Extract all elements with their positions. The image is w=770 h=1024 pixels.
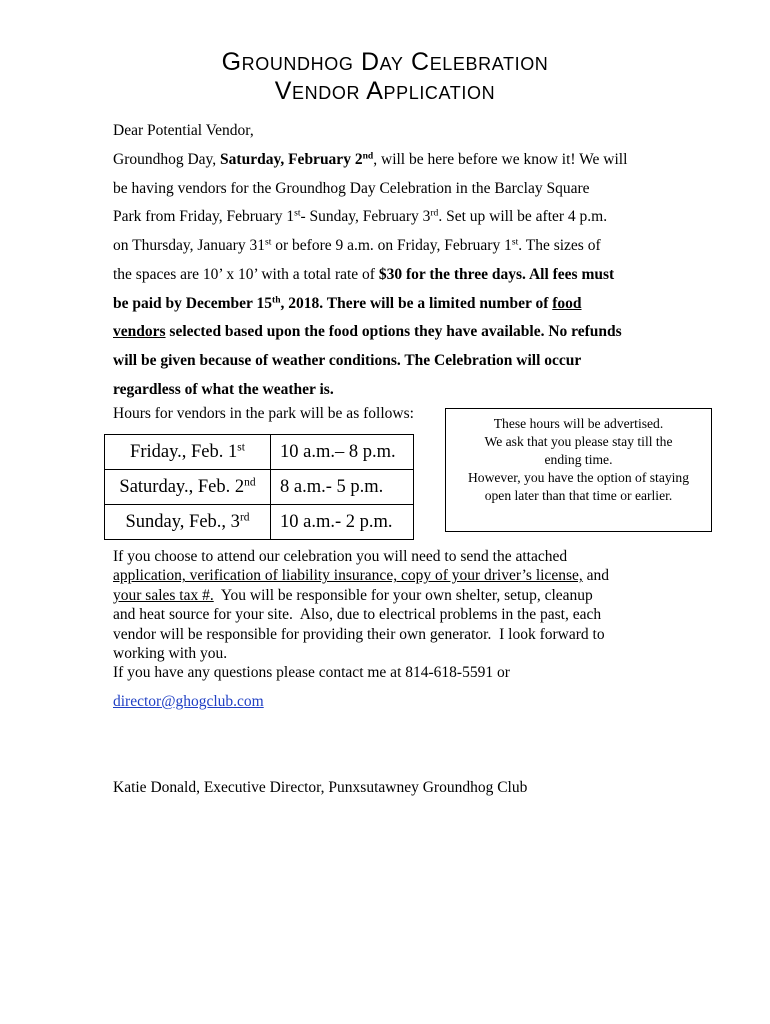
intro-line [113,146,627,175]
text-run: You will be responsible for your own shelter, setup, cleanup [213,586,593,604]
intro-line [113,290,627,319]
superscript-run: nd [244,476,256,489]
bold-text-run: will be given because of weather conditions. The Celebration will occur [113,351,582,369]
hours-row [105,505,414,540]
details-line [113,644,609,663]
superscript-run: st [264,236,272,248]
note-line: open later than that time or earlier. [484,488,673,503]
superscript-run: st [511,236,519,248]
text-run: the spaces are 10’ x 10’ with a total rate of [113,265,379,283]
underlined-text-run: application, verification of liability insurance, copy of your driver’s license, [113,567,583,585]
bold-text-run: Saturday, February 2 [220,151,363,168]
intro-line [113,318,627,347]
bold-text-run: $30 for the three days. All fees must [378,265,615,283]
email-link[interactable]: director@ghogclub.com [113,693,264,710]
intro-paragraph [113,146,627,404]
title-line-1: Groundhog Day Celebration [221,48,549,76]
superscript-run: st [294,208,301,220]
text-run: . Set up will be after 4 p.m. [438,208,608,226]
details-line [113,625,609,644]
underlined-text-run: food [552,294,582,312]
text-run: Sunday, Feb., 3 [125,511,240,532]
details-line [113,547,609,566]
superscript-run: th [272,294,281,306]
hours-row [105,470,414,505]
text-run: vendor will be responsible for providing their own generator. I look forward to [113,625,605,643]
superscript-run: rd [430,208,439,220]
text-run: . The sizes of [518,237,601,255]
superscript-run: rd [239,511,250,524]
text-run: working with you. [113,645,228,663]
details-line [113,586,609,605]
note-box [445,408,712,532]
document-title [0,48,770,106]
text-run: Friday., Feb. 1 [130,441,238,462]
title-line-2: Vendor Application [274,77,496,105]
hours-day-cell [105,505,271,540]
text-run: and [582,567,609,585]
intro-line [113,175,627,204]
text-run: be having vendors for the Groundhog Day Celebration in the Barclay Square [113,179,590,197]
text-run: Groundhog Day, [113,151,221,168]
intro-line [113,347,627,376]
signature: Katie Donald, Executive Director, Punxsutawney Groundhog Club [113,779,528,796]
bold-text-run: regardless of what the weather is. [113,380,334,398]
intro-line [113,232,627,261]
note-line: However, you have the option of staying [467,470,690,485]
hours-intro: Hours for vendors in the park will be as follows: [113,405,414,422]
superscript-run: nd [362,150,374,162]
hours-time-cell: 8 a.m.- 5 p.m. [271,470,414,505]
underlined-text-run: your sales tax #. [113,586,214,604]
details-line [113,605,609,624]
text-run: on Thursday, January 31 [113,237,265,255]
details-line [113,566,609,585]
underlined-text-run: vendors [113,323,166,341]
bold-text-run: selected based upon the food options they have available. No refunds [165,323,622,341]
text-run: , will be here before we know it! We will [373,151,628,168]
text-run: - Sunday, February 3 [300,208,431,226]
details-paragraph [113,547,609,683]
hours-time-cell: 10 a.m.– 8 p.m. [271,435,414,470]
text-run: Saturday., Feb. 2 [119,476,245,497]
bold-text-run: be paid by December 15 [113,294,273,312]
details-line [113,663,609,682]
note-line: We ask that you please stay till the [484,434,673,449]
note-line: ending time. [544,452,613,467]
hours-table-body [105,435,414,540]
text-run: If you choose to attend our celebration you will need to send the attached [113,548,568,565]
text-run: If you have any questions please contact me at 814-618-5591 or [113,664,510,682]
text-run: and heat source for your site. Also, due to electrical problems in the past, each [113,606,602,624]
salutation: Dear Potential Vendor, [113,122,254,139]
intro-line [113,376,627,405]
hours-time-cell: 10 a.m.- 2 p.m. [271,505,414,540]
hours-day-cell [105,435,271,470]
note-line: These hours will be advertised. [493,416,664,431]
intro-line [113,203,627,232]
text-run: or before 9 a.m. on Friday, February 1 [271,237,512,255]
superscript-run: st [237,441,245,454]
hours-day-cell [105,470,271,505]
intro-line [113,261,627,290]
hours-table [104,434,414,540]
text-run: Park from Friday, February 1 [113,208,295,226]
hours-row [105,435,414,470]
bold-text-run: , 2018. There will be a limited number of [280,294,553,312]
